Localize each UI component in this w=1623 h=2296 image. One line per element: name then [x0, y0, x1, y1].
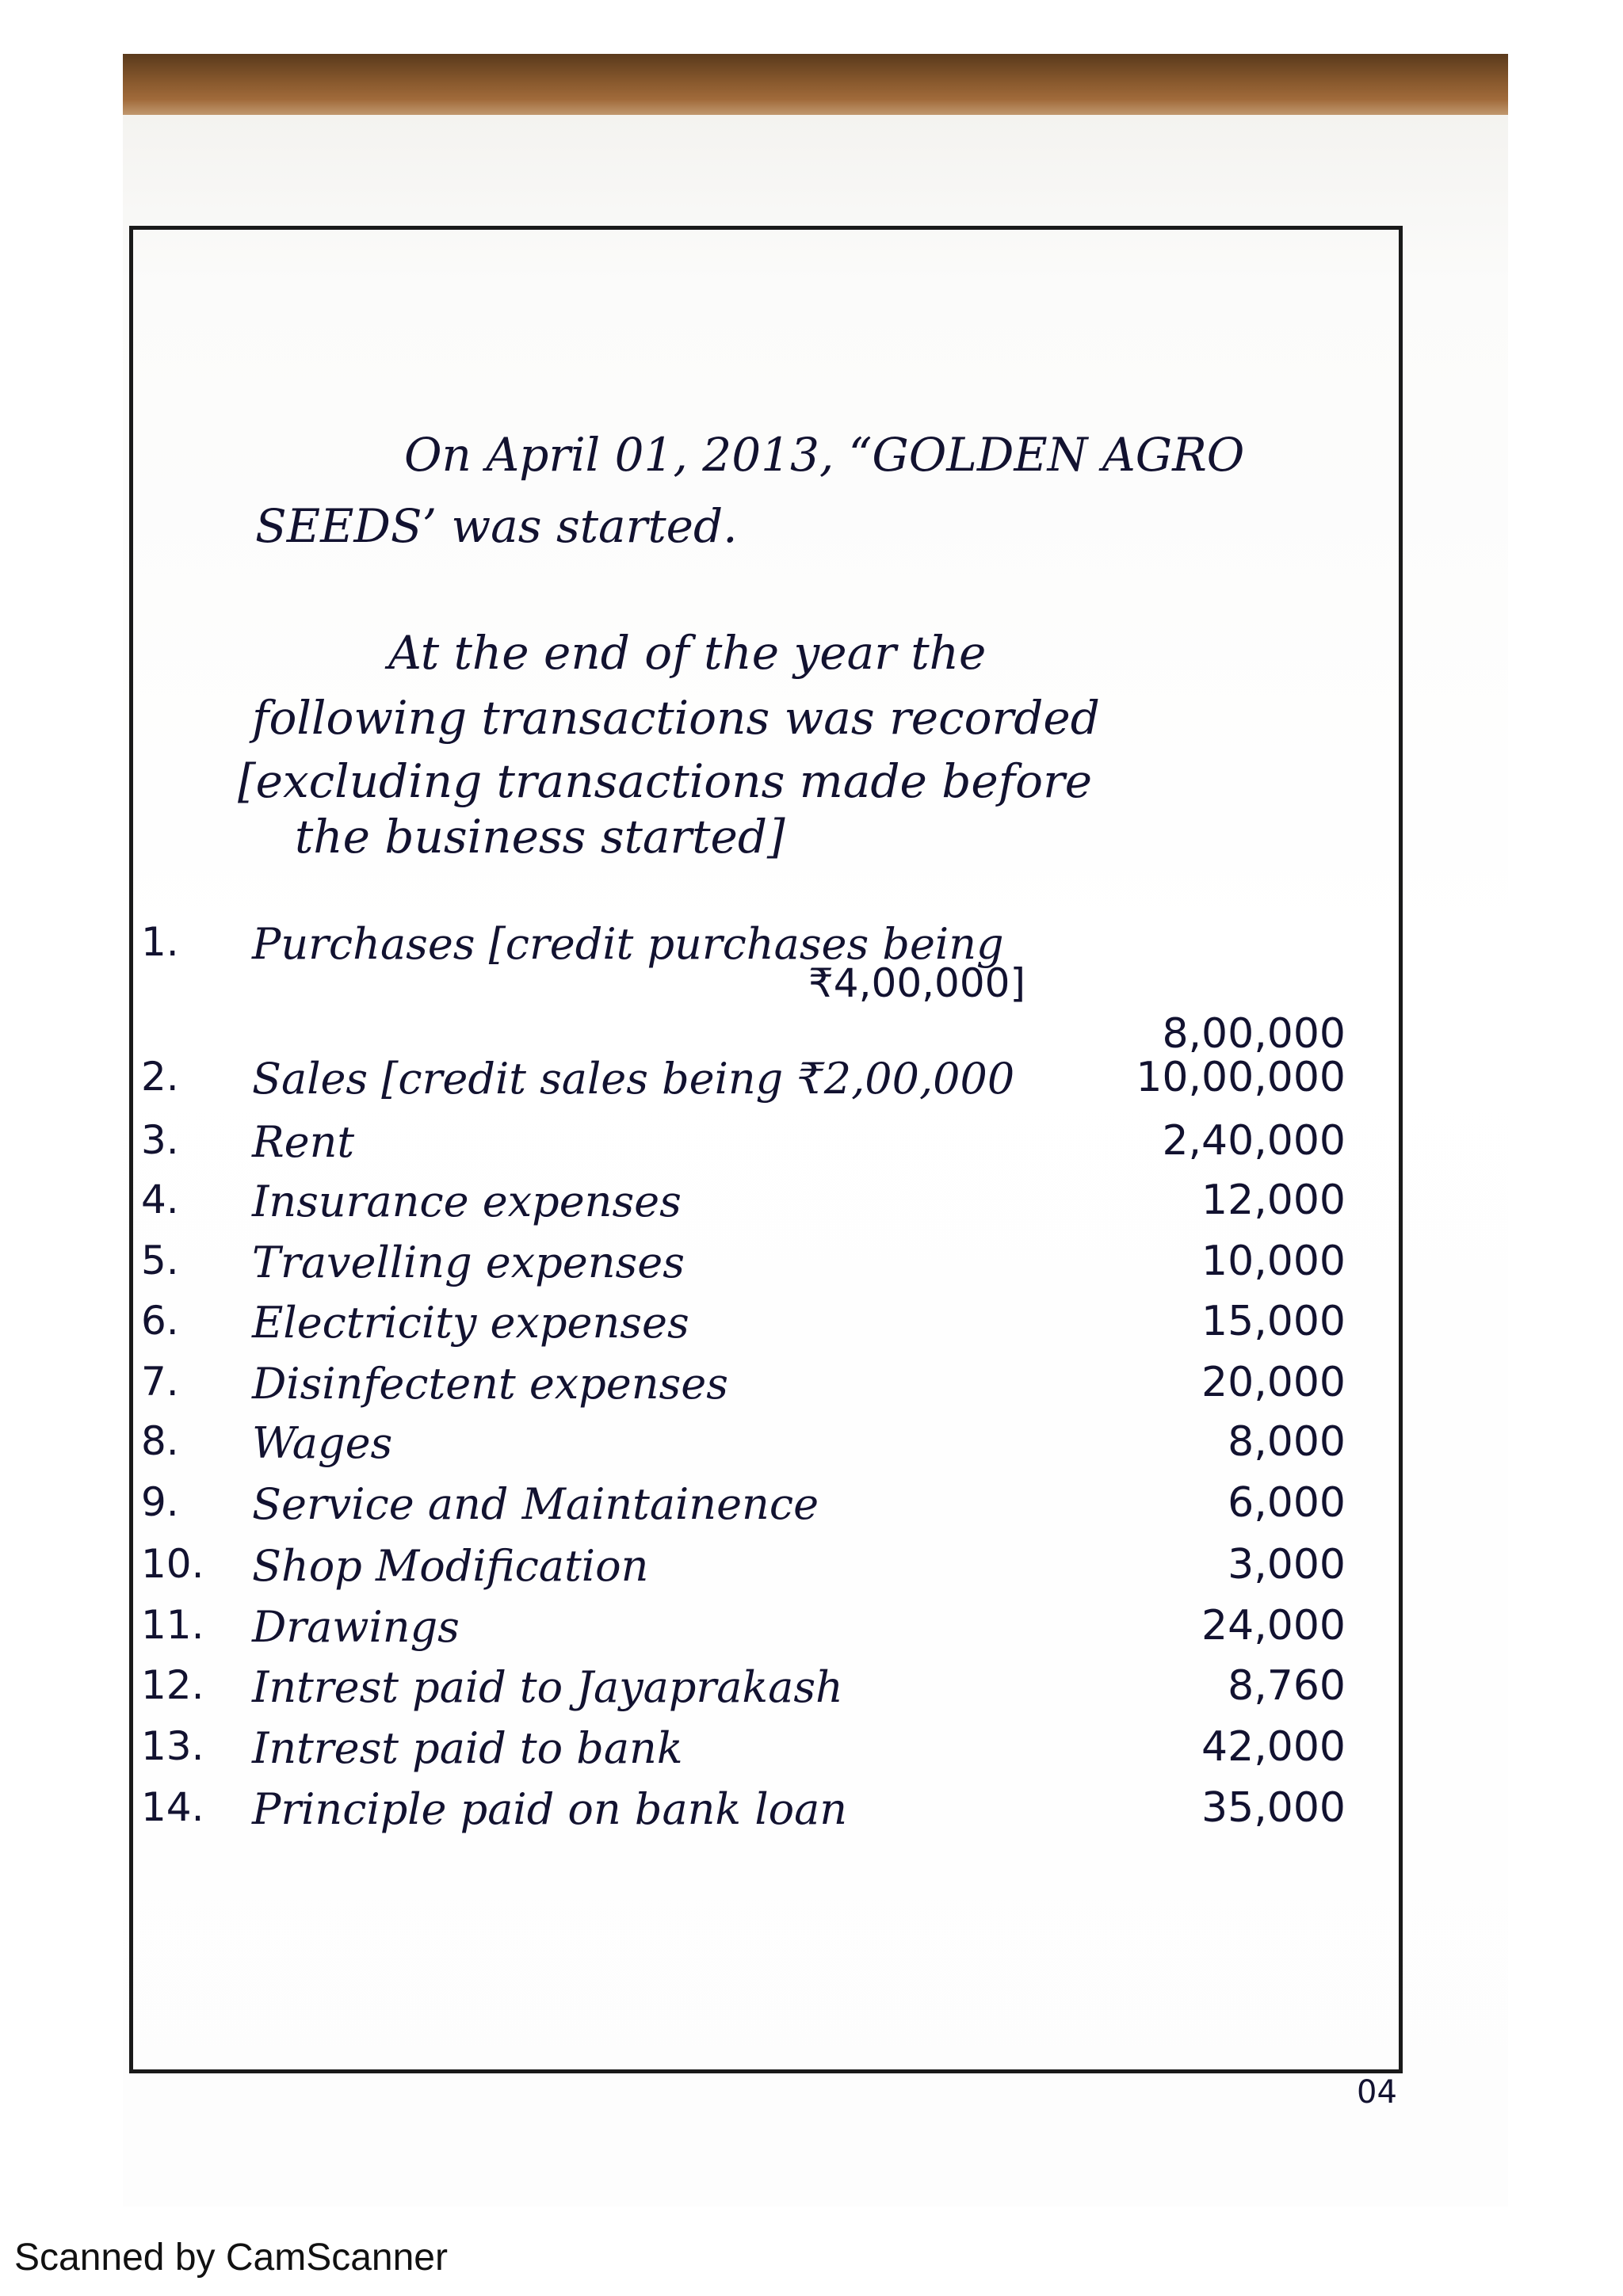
page-number: 04 [1357, 2074, 1397, 2111]
item-number: 13. [141, 1723, 204, 1769]
intro-line-5: [excluding transactions made before [238, 754, 1093, 808]
list-item [141, 1117, 1346, 1179]
item-number: 11. [141, 1602, 204, 1648]
item-description: Rent [252, 1117, 355, 1167]
item-description: Insurance expenses [252, 1177, 682, 1226]
item-number: 14. [141, 1784, 204, 1830]
list-item [141, 1602, 1346, 1664]
list-item [141, 1298, 1346, 1360]
item-number: 9. [141, 1479, 179, 1525]
intro-line-4: following transactions was recorded [252, 691, 1100, 745]
item-description: Shop Modification [252, 1541, 649, 1591]
item-amount: 15,000 [1201, 1298, 1346, 1345]
table-background [123, 54, 1508, 119]
item-description: Intrest paid to bank [252, 1723, 683, 1773]
list-item [141, 1541, 1346, 1603]
item-description: Wages [252, 1418, 393, 1468]
item-amount: 10,00,000 [1136, 1054, 1346, 1101]
list-item [141, 1359, 1346, 1421]
intro-line-1: On April 01, 2013, “GOLDEN AGRO [404, 428, 1245, 482]
item-number: 1. [141, 919, 179, 965]
item-amount: 24,000 [1201, 1602, 1346, 1650]
list-item [141, 1177, 1346, 1238]
item-amount: 8,000 [1228, 1418, 1346, 1466]
intro-line-3: At the end of the year the [388, 626, 987, 680]
intro-line-2: SEEDS’ was started. [255, 499, 738, 553]
item-description: Sales [credit sales being ₹2,00,000 [252, 1054, 1015, 1104]
list-item [141, 1238, 1346, 1299]
list-item [141, 1662, 1346, 1724]
item-number: 12. [141, 1662, 204, 1708]
item-description: Purchases [credit purchases being [252, 919, 1004, 969]
item-description: Travelling expenses [252, 1238, 685, 1287]
item-amount: 20,000 [1201, 1359, 1346, 1406]
item-amount: 8,760 [1228, 1662, 1346, 1710]
item-description: Electricity expenses [252, 1298, 689, 1348]
item-amount: 6,000 [1228, 1479, 1346, 1527]
item-description: Intrest paid to Jayaprakash [252, 1662, 843, 1712]
item-amount: 35,000 [1201, 1784, 1346, 1832]
item-amount: 12,000 [1201, 1177, 1346, 1224]
scanner-watermark: Scanned by CamScanner [14, 2237, 448, 2279]
item-amount: 3,000 [1228, 1541, 1346, 1589]
item-amount: 10,000 [1201, 1238, 1346, 1285]
item-description: Principle paid on bank loan [252, 1784, 848, 1834]
item-amount: 8,00,000 [1162, 1010, 1346, 1058]
item-description: Disinfectent expenses [252, 1359, 728, 1409]
item-number: 8. [141, 1418, 179, 1464]
item-amount: 2,40,000 [1162, 1117, 1346, 1165]
list-item [141, 1054, 1346, 1116]
purchases-credit-amount: ₹4,00,000] [808, 960, 1025, 1006]
item-amount: 42,000 [1201, 1723, 1346, 1771]
item-number: 7. [141, 1359, 179, 1405]
item-number: 6. [141, 1298, 179, 1344]
list-item [141, 1723, 1346, 1785]
item-number: 2. [141, 1054, 179, 1100]
item-number: 10. [141, 1541, 204, 1587]
item-number: 5. [141, 1238, 179, 1283]
item-description: Service and Maintainence [252, 1479, 819, 1529]
list-item [141, 1418, 1346, 1480]
list-item [141, 1479, 1346, 1541]
item-description: Drawings [252, 1602, 460, 1652]
intro-line-6: the business started] [295, 810, 785, 864]
item-number: 3. [141, 1117, 179, 1163]
item-number: 4. [141, 1177, 179, 1222]
list-item [141, 1784, 1346, 1846]
